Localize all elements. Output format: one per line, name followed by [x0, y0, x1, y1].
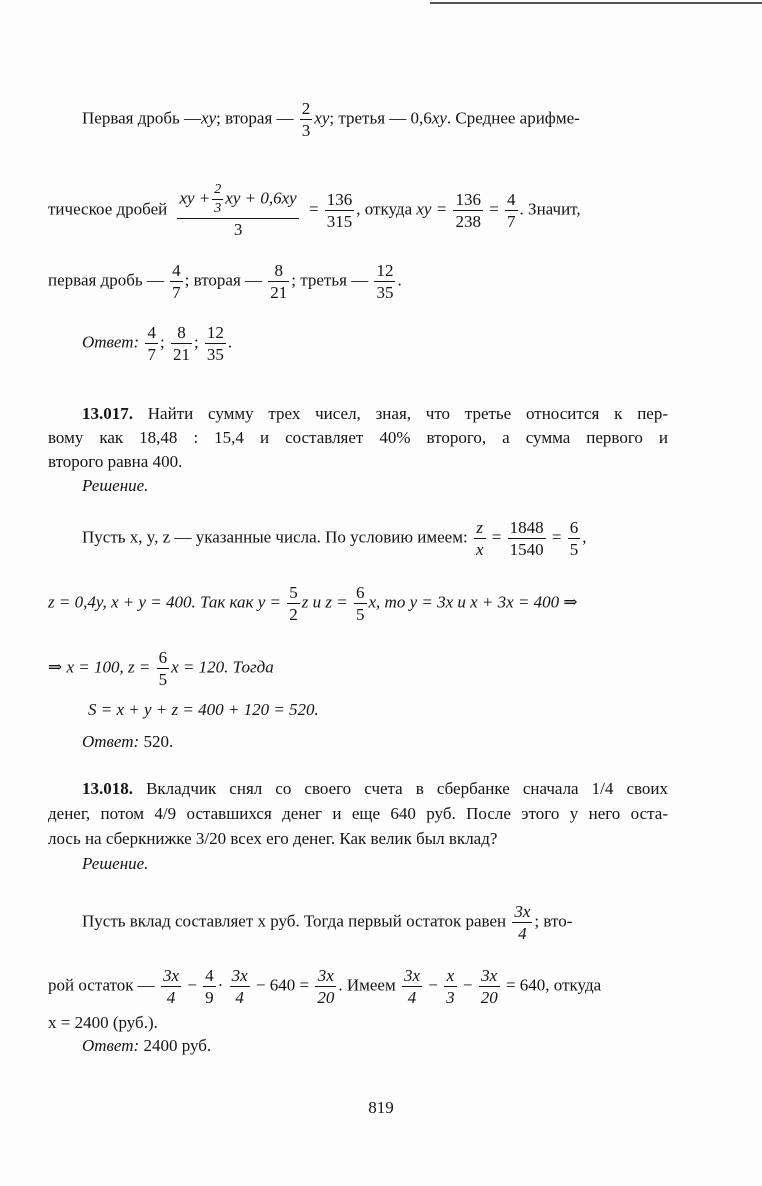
answer-18: Ответ: 2400 руб. [82, 1036, 212, 1055]
fraction: $\frac{8}{21}$ [172, 323, 190, 364]
p2-line: тическое дробей xy + $\frac{2}{3}$ xy + 0,6xy 3 = $\frac{136}{315}$ , откуда xy = $\frac{136}{238}$ = $\frac{4}{7}$ . Значит, [48, 182, 581, 239]
p3-line: первая дробь — $\frac{4}{7}$ ; вторая — $\frac{8}{21}$ ; третья — $\frac{12}{35}$ . [48, 261, 402, 302]
p17-step-2: z = 0,4y, x + y = 400. Так как y = $\frac{5}{2}$ z и z = $\frac{6}{5}$ x, то y = 3x и x + 3x = 400 ⇒ [48, 583, 578, 624]
page-number: 819 [368, 1098, 394, 1117]
problem-17-line-3: второго равна 400. [48, 452, 183, 471]
fraction: $\frac{12}{35}$ [376, 261, 394, 302]
problem-17-line-2: вому как 18,48 : 15,4 и составляет 40% второго, а сумма первого и [48, 428, 668, 447]
problem-17-line-1: 13.017. Найти сумму трех чисел, зная, что третье относится к пер- [82, 404, 668, 423]
fraction: $\frac{3x}{4}$ [231, 966, 248, 1007]
fraction: $\frac{6}{5}$ [356, 583, 365, 624]
fraction: $\frac{3x}{4}$ [163, 966, 180, 1007]
fraction: $\frac{3x}{4}$ [403, 966, 421, 1007]
answer-17: Ответ: 520. [82, 732, 174, 751]
p18-step-3: x = 2400 (руб.). [48, 1013, 158, 1032]
p17-step-1: Пусть x, y, z — указанные числа. По условию имеем: $\frac{z}{x}$ = $\frac{1848}{1540}$ = $\frac{6}{5}$ , [82, 518, 587, 559]
fraction: $\frac{12}{35}$ [206, 323, 224, 364]
solution-label: Решение. [82, 476, 149, 495]
p18-step-2: рой остаток — $\frac{3x}{4}$ − $\frac{4}{9}$ · $\frac{3x}{4}$ − 640 = $\frac{3x}{20}$ . Имеем $\frac{3x}{4}$ − $\frac{x}{3}$ − $\frac{3x}{20}$ = 640, откуда [48, 966, 602, 1007]
fraction: $\frac{4}{7}$ [507, 190, 516, 231]
fraction: $\frac{4}{7}$ [147, 323, 156, 364]
fraction: $\frac{2}{3}$ [301, 99, 311, 140]
problem-18-line-1: 13.018. Вкладчик снял со своего счета в сбербанке сначала 1/4 своих [82, 779, 668, 798]
fraction: $\frac{5}{2}$ [289, 583, 298, 624]
problem-18-line-2: денег, потом 4/9 оставшихся денег и еще 640 руб. После этого у него оста- [48, 804, 668, 823]
fraction: $\frac{136}{315}$ [326, 190, 353, 231]
fraction: $\frac{3x}{4}$ [514, 902, 531, 943]
fraction: $\frac{8}{21}$ [270, 261, 288, 302]
fraction: $\frac{3x}{20}$ [480, 966, 498, 1007]
p18-step-1: Пусть вклад составляет x руб. Тогда первый остаток равен $\frac{3x}{4}$ ; вто- [82, 902, 573, 943]
mean-fraction: xy + $\frac{2}{3}$ xy + 0,6xy 3 [179, 182, 297, 239]
problem-18-line-3: лось на сберкнижке 3/20 всех его денег. Как велик был вклад? [48, 829, 498, 848]
fraction: $\frac{z}{x}$ [475, 518, 484, 559]
fraction: $\frac{6}{5}$ [158, 648, 168, 689]
fraction: $\frac{x}{3}$ [446, 966, 455, 1007]
p17-sum: S = x + y + z = 400 + 120 = 520. [88, 700, 319, 719]
fraction: $\frac{6}{5}$ [569, 518, 579, 559]
fraction: $\frac{136}{238}$ [455, 190, 481, 231]
p17-step-3: ⇒ x = 100, z = $\frac{6}{5}$ x = 120. Тогда [48, 648, 274, 689]
solution-label: Решение. [82, 854, 149, 873]
answer-1: Ответ: $\frac{4}{7}$ ; $\frac{8}{21}$ ; $\frac{12}{35}$ . [82, 323, 233, 364]
fraction: $\frac{3x}{20}$ [317, 966, 335, 1007]
fraction: $\frac{4}{7}$ [172, 261, 181, 302]
fraction: $\frac{4}{9}$ [205, 966, 214, 1007]
p1-line: Первая дробь —xy; вторая — $\frac{2}{3}$ xy; третья — 0,6xy. Среднее арифме- [82, 99, 580, 140]
fraction: $\frac{1848}{1540}$ [509, 518, 544, 559]
top-rule [430, 2, 762, 4]
